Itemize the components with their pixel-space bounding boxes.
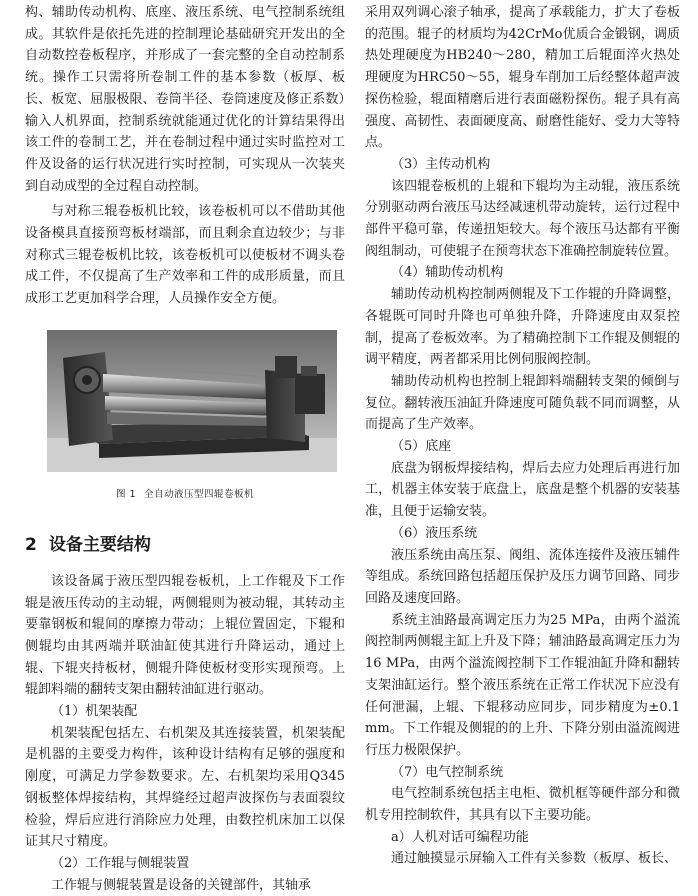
hmi-programming-paragraph: 通过触摸显示屏输入工件有关参数（板厚、板长、 — [391, 851, 678, 867]
frame-assembly-paragraph: 机架装配包括左、右机架及其连接装置，机架装配是机器的主要受力构件，该种设计结构有足够的强度和刚度，可满足力学参数要求。左、右机架均采用Q345钢板整体焊接结构，其焊缝经过超声波探伤与表面裂纹检验，焊后应进行消除应力处理，由数控机床加工以保证其尺寸精度。 — [25, 725, 345, 850]
intro-paragraph-1: 构、辅助传动机构、底座、液压系统、电气控制系统组成。其软件是依托先进的控制理论基础研究开发出的全自动数控卷板程序，并形成了一套完整的全自动控制系统。操作工只需将所卷制工件的基本参数（板厚、板长、板宽、屈服极限、卷筒半径、卷筒速度及修正系数）输入人机界面，控制系统就能通过优化的计算结果得出该工件的卷制工艺，并在卷制过程中通过实时监控对工件及设备的运行状况进行实时控制，可实现从一次装夹到自动成型的全过程自动控制。 — [25, 5, 345, 194]
subheading-hydraulic-system: （6）液压系统 — [391, 525, 478, 541]
section-number: 2 — [25, 534, 37, 555]
subheading-base: （5）底座 — [391, 439, 452, 455]
work-rolls-paragraph: 工作辊与侧辊装置是设备的关键部件，其轴承 — [51, 877, 312, 893]
base-paragraph: 底盘为钢板焊接结构，焊后去应力处理后再进行加工，机器主体安装于底盘上，底盘是整个机器的安装基准，且便于运输安装。 — [365, 460, 680, 520]
subheading-frame-assembly: （1）机架装配 — [51, 704, 138, 720]
hydraulic-paragraph-1: 液压系统由高压泵、阀组、流体连接件及液压辅件等组成。系统回路包括超压保护及压力调节回路、同步回路及速度回路。 — [365, 547, 680, 606]
subheading-work-rolls: （2）工作辊与侧辊装置 — [51, 855, 190, 871]
figure-caption-text: 全自动液压型四辊卷板机 — [144, 488, 255, 500]
subheading-hmi-programming: a）人机对话可编程功能 — [391, 829, 529, 845]
figure-caption — [25, 486, 345, 500]
figure-caption-number: 图 1 — [115, 488, 137, 500]
main-drive-paragraph: 该四辊卷板机的上辊和下辊均为主动辊，液压系统分别驱动两台液压马达经减速机带动旋转，运行过程中部件平稳可靠，传递扭矩较大。每个液压马达都有平衡阀组制动，可使辊子在预弯状态下准确控制旋转位置。 — [365, 178, 680, 259]
hydraulic-paragraph-2: 系统主油路最高调定压力为25 MPa，由两个溢流阀控制两侧辊主缸上升及下降；辅油路最高调定压力为16 MPa，由两个溢流阀控制下工作辊油缸升降和翻转支架油缸运行。整个液压系统在正常工作状况下应没有任何泄漏，上辊、下辊移动应同步，同步精度为±0.1 mm。下工作辊及侧辊的的上升、下降分别由溢流阀进行压力极限保护。 — [365, 612, 680, 758]
electrical-control-paragraph: 电气控制系统包括主电柜、微机框等硬件部分和微机专用控制软件，其具有以下主要功能。 — [365, 786, 680, 824]
auxiliary-drive-paragraph-2: 辅助传动机构也控制上辊卸料端翻转支架的倾倒与复位。翻转液压油缸升降速度可随负载不同而调整，从而提高了生产效率。 — [365, 373, 680, 433]
intro-paragraph-2: 与对称三辊卷板机比较，该卷板机可以不借助其他设备模具直接预弯板材端部，而且剩余直边较少；与非对称式三辊卷板机比较，该卷板机可以使板材不调头卷成工件，不仅提高了生产效率和工件的成形质量，而且成形工艺更加科学合理，人员操作安全方便。 — [25, 204, 345, 307]
auxiliary-drive-paragraph-1: 辅助传动机构控制两侧辊及下工作辊的升降调整，各辊既可同时升降也可单独升降，升降速度由双泵控制，提高了卷板效率。为了精确控制下工作辊及侧辊的调平精度，两者都采用比例伺服阀控制。 — [365, 287, 680, 368]
section-title: 设备主要结构 — [48, 534, 151, 555]
left-column — [25, 2, 345, 896]
section-intro-paragraph: 该设备属于液压型四辊卷板机，上工作辊及下工作辊是液压传动的主动辊，两侧辊则为被动辊，其转动主要靠钢板和辊间的摩擦力带动；上辊位置固定，下辊和侧辊均由其两端并联油缸使其进行升降运动，通过上辊、下辊夹持板材，侧辊升降使板材变形实现预弯。上辊卸料端的翻转支架由翻转油缸进行驱动。 — [25, 573, 345, 698]
subheading-main-drive: （3）主传动机构 — [391, 156, 491, 172]
bearing-paragraph: 采用双列调心滚子轴承，提高了承载能力，扩大了卷板的范围。辊子的材质均为42CrMo优质合金锻钢，调质热处理硬度为HB240～280，精加工后辊面淬火热处理硬度为HRC50～55，辊身车削加工后经整体超声波探伤检验，辊面精磨后进行表面磁粉探伤。辊子具有高强度、高韧性、表面硬度高、耐磨性能好、受力大等特点。 — [365, 5, 680, 151]
section-heading — [25, 530, 345, 555]
right-column — [365, 2, 680, 870]
rolling-machine-photo — [47, 330, 337, 472]
figure-1-photo — [47, 330, 337, 472]
subheading-electrical-control: （7）电气控制系统 — [391, 764, 504, 780]
subheading-auxiliary-drive: （4）辅助传动机构 — [391, 265, 504, 281]
